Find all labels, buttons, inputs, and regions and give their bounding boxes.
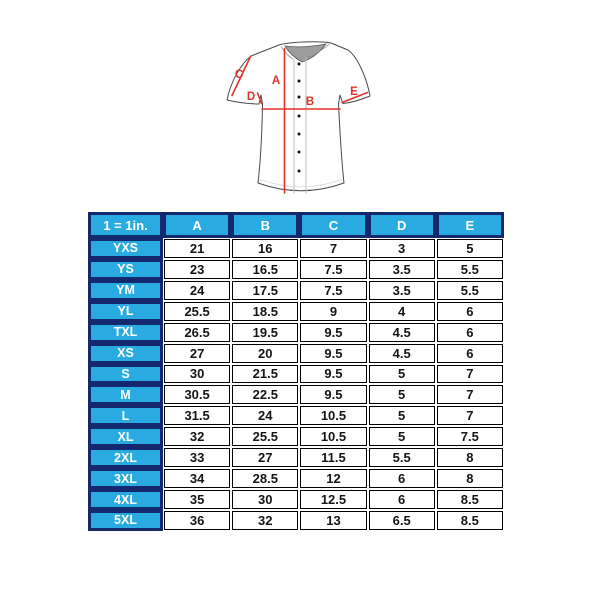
measurement-cell-4xl-d: [368, 489, 436, 510]
measurement-cell-ym-b: [231, 280, 299, 301]
column-header-e-label: E: [439, 215, 501, 235]
measurement-cell-yl-e: [436, 301, 504, 322]
size-cell-yxs: [88, 238, 163, 259]
measurement-cell-l-b: [231, 405, 299, 426]
measurement-cell-yl-d: [368, 301, 436, 322]
measurement-cell-s-e-label: 7: [437, 365, 503, 384]
size-cell-s-label: S: [91, 367, 160, 382]
size-cell-ym-label: YM: [91, 283, 160, 298]
size-cell-yxs-label: YXS: [91, 241, 160, 256]
measurement-cell-ym-c-label: 7.5: [300, 281, 366, 300]
measurement-cell-yxs-a-label: 21: [164, 239, 230, 258]
measurement-cell-ym-e: [436, 280, 504, 301]
measurement-cell-xs-e: [436, 343, 504, 364]
measurement-cell-xl-c-label: 10.5: [300, 427, 366, 446]
column-header-c-label: C: [302, 215, 364, 235]
measurement-cell-ym-d: [368, 280, 436, 301]
measurement-cell-txl-b: [231, 322, 299, 343]
measurement-cell-txl-c-label: 9.5: [300, 323, 366, 342]
measurement-cell-l-d: [368, 405, 436, 426]
measurement-cell-2xl-e-label: 8: [437, 448, 503, 467]
size-cell-3xl-label: 3XL: [91, 471, 160, 486]
measurement-cell-4xl-d-label: 6: [369, 490, 435, 509]
size-cell-2xl: [88, 447, 163, 468]
measurement-cell-yxs-e: [436, 238, 504, 259]
measurement-cell-xl-d: [368, 426, 436, 447]
measurement-cell-3xl-c: [299, 468, 367, 489]
jersey-diagram: [220, 34, 386, 206]
measurement-cell-3xl-d-label: 6: [369, 469, 435, 488]
measurement-cell-l-c-label: 10.5: [300, 406, 366, 425]
measurement-cell-ym-a-label: 24: [164, 281, 230, 300]
measurement-cell-5xl-a: [163, 510, 231, 531]
measurement-cell-4xl-c-label: 12.5: [300, 490, 366, 509]
measurement-cell-s-a-label: 30: [164, 365, 230, 384]
measurement-cell-yxs-b-label: 16: [232, 239, 298, 258]
measure-label-e: E: [350, 86, 358, 98]
measurement-cell-3xl-c-label: 12: [300, 469, 366, 488]
unit-header-cell-label: 1 = 1in.: [91, 215, 160, 235]
measurement-cell-l-b-label: 24: [232, 406, 298, 425]
measurement-cell-yl-c-label: 9: [300, 302, 366, 321]
measurement-cell-yl-b-label: 18.5: [232, 302, 298, 321]
button: [298, 96, 301, 99]
button: [298, 115, 301, 118]
measurement-cell-2xl-b: [231, 447, 299, 468]
size-cell-xs-label: XS: [91, 346, 160, 361]
measurement-cell-xs-e-label: 6: [437, 344, 503, 363]
measurement-cell-l-e: [436, 405, 504, 426]
measurement-cell-xl-b-label: 25.5: [232, 427, 298, 446]
measurement-cell-txl-a: [163, 322, 231, 343]
measurement-cell-s-c: [299, 364, 367, 385]
size-cell-yl: [88, 301, 163, 322]
size-cell-5xl: [88, 510, 163, 531]
measurement-cell-5xl-c-label: 13: [300, 511, 366, 530]
measurement-cell-2xl-b-label: 27: [232, 448, 298, 467]
measurement-cell-5xl-e: [436, 510, 504, 531]
measurement-cell-5xl-d-label: 6.5: [369, 511, 435, 530]
size-cell-yl-label: YL: [91, 304, 160, 319]
size-cell-ys-label: YS: [91, 262, 160, 277]
measurement-cell-s-d: [368, 364, 436, 385]
column-header-a-label: A: [166, 215, 228, 235]
size-cell-xl: [88, 426, 163, 447]
measurement-cell-s-b: [231, 364, 299, 385]
measurement-cell-2xl-a: [163, 447, 231, 468]
measurement-cell-xs-c: [299, 343, 367, 364]
button: [298, 80, 301, 83]
measurement-cell-s-c-label: 9.5: [300, 365, 366, 384]
size-cell-xl-label: XL: [91, 429, 160, 444]
measurement-cell-ys-c-label: 7.5: [300, 260, 366, 279]
measurement-cell-txl-e: [436, 322, 504, 343]
measurement-cell-m-c-label: 9.5: [300, 385, 366, 404]
measurement-cell-xs-a: [163, 343, 231, 364]
size-cell-3xl: [88, 468, 163, 489]
measurement-cell-txl-d: [368, 322, 436, 343]
measurement-cell-2xl-c-label: 11.5: [300, 448, 366, 467]
measurement-cell-yxs-c: [299, 238, 367, 259]
measurement-cell-yl-d-label: 4: [369, 302, 435, 321]
measurement-cell-l-e-label: 7: [437, 406, 503, 425]
measurement-cell-ys-a-label: 23: [164, 260, 230, 279]
size-cell-m-label: M: [91, 387, 160, 402]
measurement-cell-xl-e: [436, 426, 504, 447]
measurement-cell-2xl-a-label: 33: [164, 448, 230, 467]
unit-header-cell: [88, 212, 163, 238]
measurement-cell-xs-d-label: 4.5: [369, 344, 435, 363]
measurement-cell-l-d-label: 5: [369, 406, 435, 425]
measurement-cell-ym-b-label: 17.5: [232, 281, 298, 300]
measurement-cell-yxs-c-label: 7: [300, 239, 366, 258]
measurement-cell-5xl-a-label: 36: [164, 511, 230, 530]
measurement-cell-yl-a-label: 25.5: [164, 302, 230, 321]
measurement-cell-ys-d: [368, 259, 436, 280]
measurement-cell-4xl-a-label: 35: [164, 490, 230, 509]
measurement-cell-l-c: [299, 405, 367, 426]
measurement-cell-ym-d-label: 3.5: [369, 281, 435, 300]
size-cell-2xl-label: 2XL: [91, 450, 160, 465]
measurement-cell-xl-e-label: 7.5: [437, 427, 503, 446]
measurement-cell-m-a-label: 30.5: [164, 385, 230, 404]
measurement-cell-l-a-label: 31.5: [164, 406, 230, 425]
measurement-cell-2xl-d: [368, 447, 436, 468]
measurement-cell-4xl-b-label: 30: [232, 490, 298, 509]
size-cell-l: [88, 405, 163, 426]
measurement-cell-ym-a: [163, 280, 231, 301]
measurement-cell-ym-c: [299, 280, 367, 301]
measurement-cell-5xl-c: [299, 510, 367, 531]
size-cell-4xl-label: 4XL: [91, 492, 160, 507]
measure-label-b: B: [305, 96, 315, 108]
measurement-cell-yl-b: [231, 301, 299, 322]
measurement-cell-txl-a-label: 26.5: [164, 323, 230, 342]
measurement-cell-3xl-a: [163, 468, 231, 489]
measurement-cell-4xl-a: [163, 489, 231, 510]
size-cell-ys: [88, 259, 163, 280]
measurement-cell-4xl-c: [299, 489, 367, 510]
measure-label-d: D: [246, 91, 256, 103]
measurement-cell-3xl-e-label: 8: [437, 469, 503, 488]
column-header-e: [436, 212, 504, 238]
measurement-cell-4xl-b: [231, 489, 299, 510]
measurement-cell-s-b-label: 21.5: [232, 365, 298, 384]
measurement-cell-5xl-b: [231, 510, 299, 531]
measurement-cell-yxs-e-label: 5: [437, 239, 503, 258]
size-cell-txl-label: TXL: [91, 325, 160, 340]
measurement-cell-5xl-d: [368, 510, 436, 531]
measurement-cell-txl-e-label: 6: [437, 323, 503, 342]
measurement-cell-ys-b: [231, 259, 299, 280]
button: [298, 170, 301, 173]
measurement-cell-5xl-b-label: 32: [232, 511, 298, 530]
measurement-cell-4xl-e-label: 8.5: [437, 490, 503, 509]
measurement-cell-ys-d-label: 3.5: [369, 260, 435, 279]
measurement-cell-yl-e-label: 6: [437, 302, 503, 321]
measurement-cell-yxs-a: [163, 238, 231, 259]
measurement-cell-2xl-d-label: 5.5: [369, 448, 435, 467]
measurement-cell-ys-b-label: 16.5: [232, 260, 298, 279]
measurement-cell-ys-e-label: 5.5: [437, 260, 503, 279]
size-table: [88, 212, 504, 531]
measurement-cell-m-d-label: 5: [369, 385, 435, 404]
measurement-cell-3xl-b-label: 28.5: [232, 469, 298, 488]
measurement-cell-3xl-e: [436, 468, 504, 489]
button: [298, 63, 301, 66]
measurement-cell-5xl-e-label: 8.5: [437, 511, 503, 530]
measurement-cell-xs-b: [231, 343, 299, 364]
size-cell-xs: [88, 343, 163, 364]
measurement-cell-xl-a: [163, 426, 231, 447]
column-header-d-label: D: [371, 215, 433, 235]
measurement-cell-txl-b-label: 19.5: [232, 323, 298, 342]
column-header-d: [368, 212, 436, 238]
button: [298, 151, 301, 154]
measurement-cell-yl-c: [299, 301, 367, 322]
measurement-cell-m-e: [436, 384, 504, 405]
measurement-cell-xl-d-label: 5: [369, 427, 435, 446]
measurement-cell-xl-c: [299, 426, 367, 447]
measurement-cell-s-a: [163, 364, 231, 385]
size-cell-4xl: [88, 489, 163, 510]
jersey-svg: [220, 34, 386, 206]
size-cell-s: [88, 364, 163, 385]
measurement-cell-3xl-b: [231, 468, 299, 489]
measurement-cell-ys-c: [299, 259, 367, 280]
measurement-cell-xs-d: [368, 343, 436, 364]
measurement-cell-m-b: [231, 384, 299, 405]
measurement-cell-ym-e-label: 5.5: [437, 281, 503, 300]
measurement-cell-3xl-a-label: 34: [164, 469, 230, 488]
size-cell-l-label: L: [91, 408, 160, 423]
measurement-cell-m-c: [299, 384, 367, 405]
measurement-cell-yl-a: [163, 301, 231, 322]
button: [298, 133, 301, 136]
column-header-b-label: B: [234, 215, 296, 235]
measurement-cell-xs-a-label: 27: [164, 344, 230, 363]
measurement-cell-m-b-label: 22.5: [232, 385, 298, 404]
measurement-cell-l-a: [163, 405, 231, 426]
measurement-cell-txl-c: [299, 322, 367, 343]
size-cell-5xl-label: 5XL: [91, 513, 160, 528]
measurement-cell-txl-d-label: 4.5: [369, 323, 435, 342]
size-cell-txl: [88, 322, 163, 343]
column-header-b: [231, 212, 299, 238]
size-cell-ym: [88, 280, 163, 301]
measure-label-a: A: [271, 75, 281, 87]
measurement-cell-ys-a: [163, 259, 231, 280]
measurement-cell-m-d: [368, 384, 436, 405]
measure-label-c: C: [234, 69, 244, 81]
measurement-cell-yxs-d: [368, 238, 436, 259]
measurement-cell-yxs-d-label: 3: [369, 239, 435, 258]
measurement-cell-2xl-c: [299, 447, 367, 468]
measurement-cell-xs-c-label: 9.5: [300, 344, 366, 363]
column-header-c: [299, 212, 367, 238]
measurement-cell-ys-e: [436, 259, 504, 280]
measurement-cell-4xl-e: [436, 489, 504, 510]
measurement-cell-2xl-e: [436, 447, 504, 468]
measurement-cell-m-e-label: 7: [437, 385, 503, 404]
column-header-a: [163, 212, 231, 238]
measurement-cell-s-e: [436, 364, 504, 385]
size-cell-m: [88, 384, 163, 405]
measurement-cell-xl-b: [231, 426, 299, 447]
measurement-cell-xs-b-label: 20: [232, 344, 298, 363]
measurement-cell-yxs-b: [231, 238, 299, 259]
measurement-cell-3xl-d: [368, 468, 436, 489]
measurement-cell-m-a: [163, 384, 231, 405]
measurement-cell-s-d-label: 5: [369, 365, 435, 384]
measurement-cell-xl-a-label: 32: [164, 427, 230, 446]
